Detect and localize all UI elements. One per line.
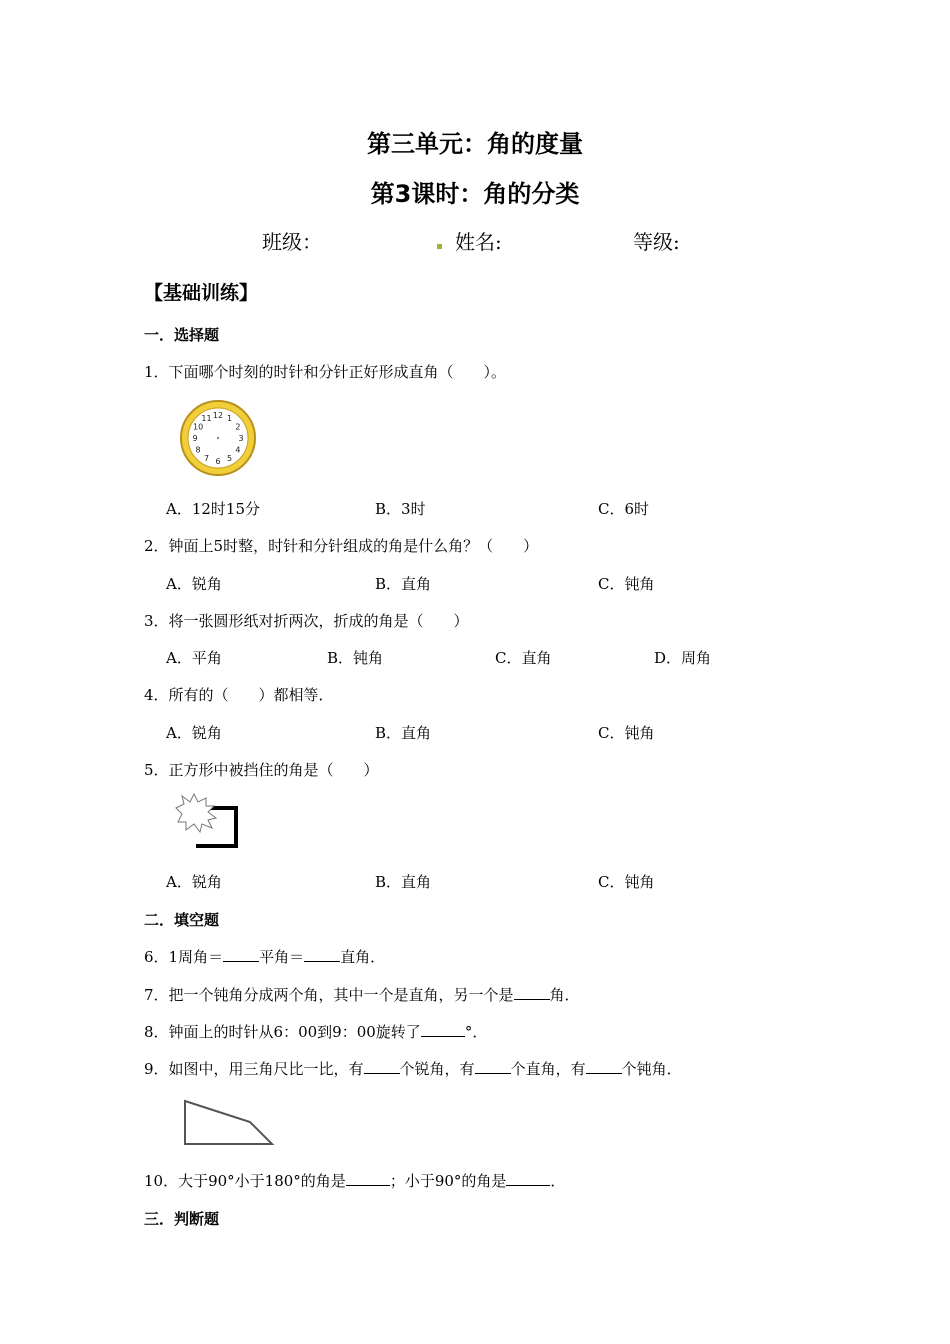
clock-numeral: 5 (226, 453, 233, 463)
clock-numeral: 1 (226, 414, 233, 424)
basic-training-heading: 【基础训练】 (144, 282, 259, 304)
clock-numeral: 10 (193, 422, 204, 432)
question-5-option-a[interactable]: A．锐角 (166, 873, 222, 891)
question-4-option-c[interactable]: C．钝角 (598, 724, 655, 742)
question-3-stem: 3．将一张圆形纸对折两次，折成的角是（ ） (144, 612, 469, 630)
section-choice-heading: 一．选择题 (144, 326, 220, 344)
cover-blob (176, 794, 216, 832)
question-9-blank-3[interactable] (586, 1059, 622, 1074)
question-1-option-c[interactable]: C．6时 (598, 500, 650, 518)
question-2-option-b[interactable]: B．直角 (375, 575, 432, 593)
question-2-option-c[interactable]: C．钝角 (598, 575, 655, 593)
clock-center (217, 437, 219, 439)
question-9-text-d: 个钝角． (621, 1060, 682, 1078)
question-8-text-a: 8．钟面上的时针从6：00到9：00旋转了 (144, 1023, 421, 1041)
clock-numeral: 8 (195, 445, 201, 455)
question-7 (144, 984, 580, 1005)
question-6-blank-1[interactable] (223, 947, 259, 962)
question-6-text-a: 6．1周角＝ (144, 948, 224, 966)
clock-numeral: 11 (201, 414, 212, 424)
question-6-text-c: 直角． (340, 948, 386, 966)
question-10-blank-1[interactable] (346, 1171, 390, 1186)
question-10-text-b: ；小于90°的角是 (389, 1172, 507, 1190)
question-6-text-b: 平角＝ (259, 948, 305, 966)
question-10-text-a: 10．大于90°小于180°的角是 (144, 1172, 346, 1190)
clock-numeral: 6 (215, 457, 221, 466)
lesson-title: 第3课时：角的分类 (370, 180, 580, 208)
name-label: 姓名: (455, 230, 502, 254)
question-9-text-b: 个锐角，有 (399, 1060, 475, 1078)
question-5-option-c[interactable]: C．钝角 (598, 873, 655, 891)
question-8-text-b: °． (464, 1023, 488, 1041)
question-1-option-a[interactable]: A．12时15分 (166, 500, 261, 518)
clock-numeral: 12 (212, 411, 224, 420)
question-7-blank[interactable] (514, 985, 550, 1000)
clock-numeral: 4 (235, 445, 241, 455)
question-10 (144, 1170, 565, 1191)
covered-square-figure (172, 794, 244, 854)
question-9-blank-1[interactable] (364, 1059, 400, 1074)
marker-dot (437, 244, 442, 249)
question-6-blank-2[interactable] (304, 947, 340, 962)
clock-numeral: 9 (192, 434, 198, 443)
question-4-option-b[interactable]: B．直角 (375, 724, 432, 742)
question-2-stem: 2．钟面上5时整，时针和分针组成的角是什么角？（ ） (144, 537, 539, 555)
question-3-option-a[interactable]: A．平角 (166, 649, 222, 667)
question-7-text-a: 7．把一个钝角分成两个角，其中一个是直角，另一个是 (144, 986, 514, 1004)
question-9-text-c: 个直角，有 (510, 1060, 586, 1078)
question-6 (144, 946, 385, 967)
class-label: 班级： (262, 230, 322, 254)
question-9 (144, 1058, 682, 1079)
grade-label: 等级: (633, 230, 680, 254)
question-3-option-d[interactable]: D．周角 (654, 649, 712, 667)
trapezoid-shape (185, 1101, 272, 1144)
unit-title: 第三单元：角的度量 (367, 130, 583, 158)
question-1-option-b[interactable]: B．3时 (375, 500, 426, 518)
question-7-text-b: 角． (549, 986, 580, 1004)
trapezoid-figure (182, 1098, 282, 1150)
question-8 (144, 1021, 487, 1042)
section-judge-heading: 三．判断题 (144, 1210, 220, 1228)
question-4-option-a[interactable]: A．锐角 (166, 724, 222, 742)
question-3-option-b[interactable]: B．钝角 (327, 649, 384, 667)
clock-numeral: 2 (235, 422, 241, 432)
question-5-option-b[interactable]: B．直角 (375, 873, 432, 891)
question-4-stem: 4．所有的（ ）都相等． (144, 686, 334, 704)
clock-numeral: 3 (238, 434, 244, 443)
question-8-blank[interactable] (421, 1022, 465, 1037)
question-3-option-c[interactable]: C．直角 (495, 649, 552, 667)
question-10-blank-2[interactable] (506, 1171, 550, 1186)
question-1-stem: 1．下面哪个时刻的时针和分针正好形成直角（ ）。 (144, 363, 507, 381)
clock-icon (178, 398, 260, 480)
question-5-stem: 5．正方形中被挡住的角是（ ） (144, 761, 379, 779)
clock-numeral: 7 (203, 453, 210, 463)
question-9-text-a: 9．如图中，用三角尺比一比，有 (144, 1060, 364, 1078)
question-2-option-a[interactable]: A．锐角 (166, 575, 222, 593)
question-9-blank-2[interactable] (475, 1059, 511, 1074)
section-fill-heading: 二．填空题 (144, 911, 220, 929)
question-10-text-c: ． (550, 1172, 566, 1190)
